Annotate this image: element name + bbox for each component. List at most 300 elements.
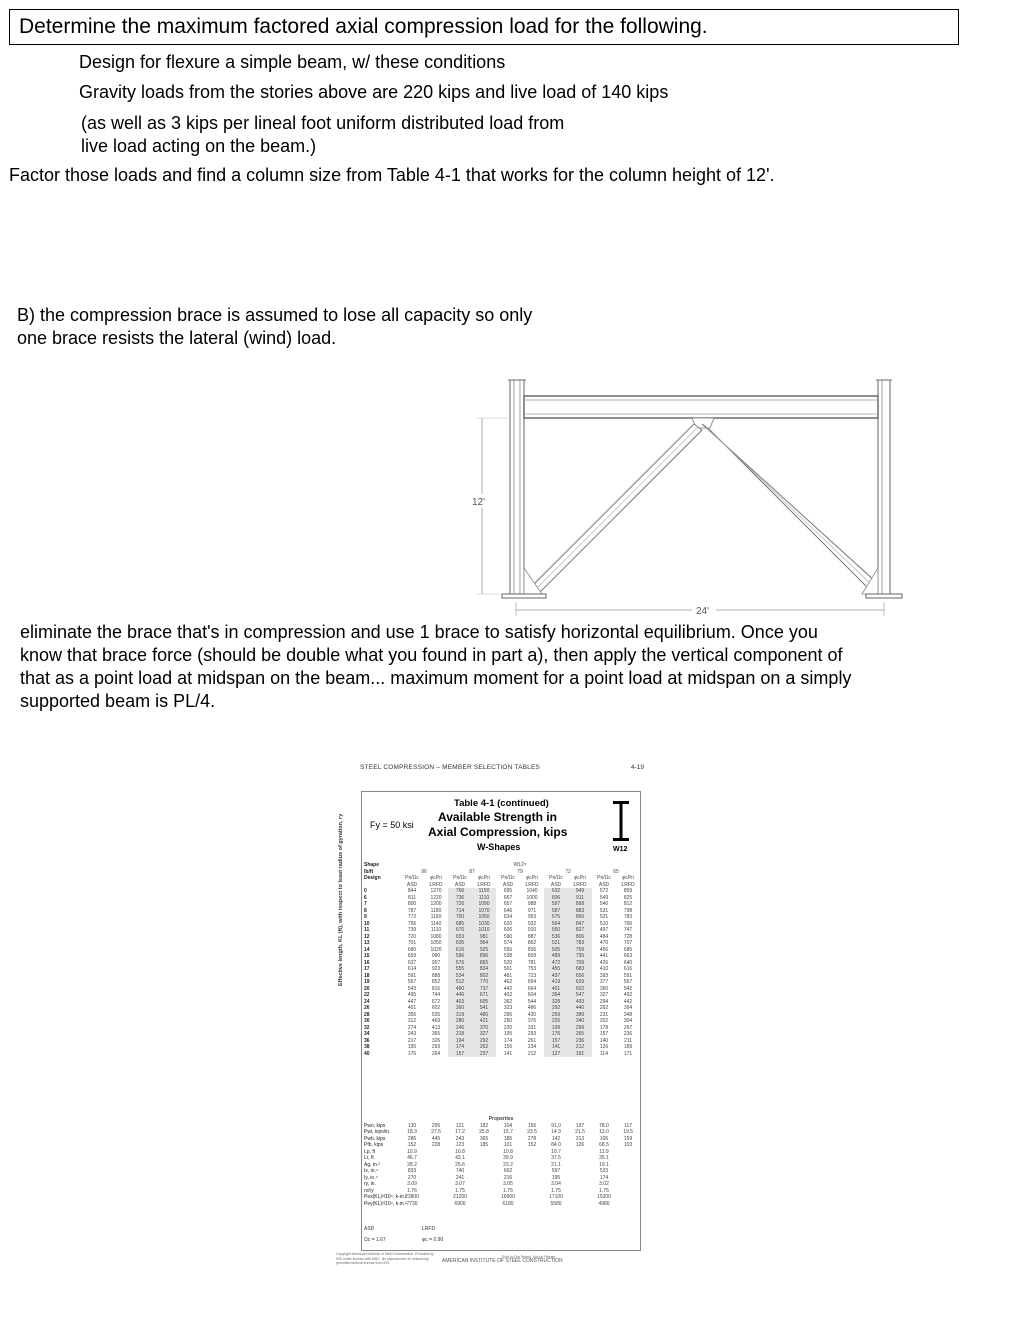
- table-cell: Pwb, kips: [364, 1135, 386, 1142]
- table-cell: 176: [544, 1031, 568, 1038]
- table-cell: 1180: [430, 907, 442, 914]
- table-cell: 866: [568, 914, 592, 921]
- table-cell: 65: [613, 868, 619, 875]
- strength-table: [362, 862, 640, 1057]
- table-cell: 3.09: [407, 1181, 417, 1188]
- table-cell: 25.6: [455, 1161, 465, 1168]
- table-cell: LRFD: [477, 881, 491, 888]
- table-cell: 1.75: [599, 1187, 609, 1194]
- table-cell: 10: [364, 920, 370, 927]
- table-cell: 182: [479, 1122, 489, 1129]
- table-cell: 616: [448, 947, 472, 954]
- problem-line-3: (as well as 3 kips per lineal foot uniform distributed load from: [81, 113, 565, 133]
- table-cell: 685: [623, 946, 633, 953]
- table-cell: LRFD: [621, 881, 635, 888]
- table-cell: 264: [431, 1050, 441, 1057]
- table-caption-title-1: Available Strength in: [438, 810, 557, 824]
- table-cell: 446: [448, 992, 472, 999]
- table-cell: 103: [623, 1142, 633, 1149]
- table-cell: 505: [544, 947, 568, 954]
- table-cell: 766: [448, 888, 472, 895]
- table-cell: 680: [407, 946, 417, 953]
- table-cell: 15300: [597, 1194, 611, 1201]
- table-cell: 739: [407, 927, 417, 934]
- table-cell: 293: [431, 1044, 441, 1051]
- table-cell: 493: [568, 999, 592, 1006]
- table-cell: 456: [599, 946, 609, 953]
- table-cell: 292: [544, 1005, 568, 1012]
- table-cell: 1140: [430, 920, 442, 927]
- table-cell: 270: [407, 1174, 417, 1181]
- table-cell: 662: [503, 1168, 513, 1175]
- table-publisher: AMERICAN INSTITUTE OF STEEL CONSTRUCTION: [442, 1258, 563, 1264]
- table-cell: Pn/Ωc: [453, 875, 467, 882]
- table-cell: 157: [544, 1038, 568, 1045]
- table-cell: 1020: [430, 946, 442, 953]
- table-cell: 1270: [430, 888, 442, 895]
- table-cell: 79: [517, 868, 523, 875]
- table-cell: 462: [503, 979, 513, 986]
- table-cell: 195: [551, 1174, 561, 1181]
- table-cell: 43.1: [455, 1155, 465, 1162]
- table-cell: 640: [623, 959, 633, 966]
- table-cell: 114: [600, 1050, 608, 1057]
- table-cell: 18: [364, 972, 370, 979]
- table-cell: 632: [544, 888, 568, 895]
- table-cell: 21.1: [551, 1161, 561, 1168]
- table-cell: 910: [527, 927, 537, 934]
- table-cell: 243: [407, 1031, 417, 1038]
- table-cell: 194: [448, 1038, 472, 1045]
- table-cell: [472, 1201, 496, 1208]
- table-cell: 17.2: [455, 1129, 465, 1136]
- table-cell: 437: [544, 973, 568, 980]
- table-shape-family: W12: [613, 846, 628, 853]
- table-cell: 23.2: [503, 1161, 513, 1168]
- table-cell: 340: [568, 1018, 592, 1025]
- table-cell: 20: [364, 985, 370, 992]
- table-cell: 292: [472, 1038, 496, 1045]
- table-cell: Pwi, kips/in.: [364, 1129, 391, 1136]
- table-cell: 949: [568, 888, 592, 895]
- explanation-line-2: know that brace force (should be double what you found in part a), then apply the vertical component of: [20, 645, 843, 665]
- problem-line-5: Factor those loads and find a column size from Table 4-1 that works for the column height of 12'.: [9, 165, 775, 185]
- table-cell: 536: [544, 934, 568, 941]
- table-cell: 521: [599, 914, 609, 921]
- table-cell: 656: [568, 973, 592, 980]
- table-cell: lb/ft: [364, 868, 374, 875]
- table-cell: φcPn: [478, 875, 490, 882]
- table-cell: Pey(KL)²/10⁴, k-in.²: [364, 1200, 407, 1207]
- table-cell: 141: [544, 1044, 568, 1051]
- table-cell: Ix, in.⁴: [364, 1168, 379, 1175]
- asd-footer-label: ASD: [364, 1226, 375, 1232]
- table-cell: 121: [455, 1122, 465, 1129]
- table-cell: 159: [623, 1135, 633, 1142]
- table-cell: 833: [407, 1168, 417, 1175]
- table-cell: 766: [623, 920, 633, 927]
- table-cell: 21200: [453, 1194, 467, 1201]
- table-cell: 389: [568, 1012, 592, 1019]
- table-cell: 816: [431, 985, 441, 992]
- table-cell: 9: [364, 914, 367, 921]
- table-cell: 96: [421, 868, 427, 875]
- table-cell: 781: [527, 959, 537, 966]
- table-cell: 331: [527, 1024, 537, 1031]
- table-cell: Pn/Ωc: [405, 875, 419, 882]
- table-cell: 541: [472, 1005, 496, 1012]
- table-cell: 101: [503, 1142, 513, 1149]
- table-cell: 883: [568, 908, 592, 915]
- braced-frame-figure: [470, 372, 900, 622]
- table-cell: 596: [448, 953, 472, 960]
- table-cell: 178: [599, 1024, 609, 1031]
- table-cell: LRFD: [525, 881, 539, 888]
- table-cell: 572: [599, 888, 609, 895]
- table-cell: 606: [544, 895, 568, 902]
- table-cell: 455: [544, 966, 568, 973]
- table-cell: 152: [407, 1142, 417, 1149]
- table-cell: 480: [472, 1012, 496, 1019]
- table-cell: 394: [623, 1005, 633, 1012]
- table-cell: 377: [599, 979, 609, 986]
- table-cell: 212: [527, 1050, 537, 1057]
- table-cell: 747: [623, 927, 633, 934]
- table-cell: 206: [431, 1122, 441, 1129]
- table-cell: 1050: [472, 914, 496, 921]
- table-page-number: 4-19: [630, 764, 644, 771]
- table-caption-continued: Table 4-1 (continued): [454, 798, 549, 809]
- table-cell: 714: [448, 908, 472, 915]
- table-cell: 185: [479, 1142, 489, 1149]
- table-cell: 635: [448, 940, 472, 947]
- table-cell: 25.8: [479, 1129, 489, 1136]
- table-cell: 534: [448, 973, 472, 980]
- table-cell: 1050: [430, 940, 442, 947]
- table-cell: 236: [623, 1031, 633, 1038]
- table-cell: 267: [623, 1024, 633, 1031]
- table-cell: φcPn: [622, 875, 634, 882]
- table-cell: Lr, ft: [364, 1155, 374, 1162]
- table-cell: 37.5: [551, 1155, 561, 1162]
- aisc-table-page: [336, 756, 650, 1270]
- table-cell: 72: [565, 868, 571, 875]
- table-cell: 327: [472, 1031, 496, 1038]
- table-cell: 304: [623, 1018, 633, 1025]
- table-cell: 954: [472, 940, 496, 947]
- table-cell: 3.05: [503, 1181, 513, 1188]
- table-cell: Pn/Ωc: [597, 875, 611, 882]
- table-cell: W12×: [513, 862, 527, 869]
- table-cell: 442: [623, 998, 633, 1005]
- table-cell: 783: [623, 914, 633, 921]
- table-cell: 234: [527, 1044, 537, 1051]
- table-cell: 10.8: [503, 1148, 513, 1155]
- table-cell: 262: [472, 1044, 496, 1051]
- table-cell: 847: [568, 921, 592, 928]
- table-cell: [568, 1201, 592, 1208]
- table-cell: 512: [448, 979, 472, 986]
- table-cell: 1110: [472, 895, 496, 902]
- table-cell: 362: [503, 998, 513, 1005]
- table-cell: 356: [407, 1011, 417, 1018]
- table-cell: 213: [575, 1135, 585, 1142]
- table-cell: 141: [503, 1050, 513, 1057]
- table-cell: 834: [472, 966, 496, 973]
- table-cell: 556: [503, 946, 513, 953]
- w-shape-icon: [612, 800, 630, 842]
- table-cell: 591: [407, 972, 417, 979]
- table-cell: 14.3: [551, 1129, 561, 1136]
- table-cell: 36: [364, 1037, 370, 1044]
- table-cell: 106: [599, 1135, 609, 1142]
- table-cell: 32: [364, 1024, 370, 1031]
- table-cell: 470: [599, 940, 609, 947]
- table-cell: 670: [448, 927, 472, 934]
- table-cell: 265: [568, 1031, 592, 1038]
- table-cell: 299: [568, 1025, 592, 1032]
- table-cell: 510: [599, 920, 609, 927]
- table-cell: 4980: [598, 1200, 610, 1207]
- table-cell: 195: [503, 1031, 513, 1038]
- lrfd-footer-label: LRFD: [422, 1226, 436, 1232]
- table-cell: 212: [568, 1044, 592, 1051]
- table-cell: 430: [527, 1011, 537, 1018]
- table-cell: 574: [503, 940, 513, 947]
- table-cell: 923: [431, 966, 441, 973]
- table-cell: 3.07: [455, 1181, 465, 1188]
- table-cell: 226: [544, 1018, 568, 1025]
- table-cell: 925: [472, 947, 496, 954]
- table-cell: 140: [599, 1037, 609, 1044]
- table-cell: 800: [407, 901, 417, 908]
- table-cell: 634: [503, 914, 513, 921]
- table-cell: Pwo, kips: [364, 1122, 386, 1129]
- table-cell: 844: [407, 888, 417, 895]
- table-cell: φcPn: [526, 875, 538, 882]
- table-cell: 174: [503, 1037, 513, 1044]
- table-cell: 587: [544, 908, 568, 915]
- table-cell: 11.9: [599, 1148, 609, 1155]
- table-cell: 442: [503, 985, 513, 992]
- table-cell: 492: [623, 992, 633, 999]
- table-cell: 667: [503, 894, 513, 901]
- table-cell: 971: [527, 907, 537, 914]
- table-cell: 28.2: [407, 1161, 417, 1168]
- table-cell: 426: [599, 959, 609, 966]
- table-caption-shapes: W-Shapes: [477, 842, 521, 852]
- table-cell: 481: [503, 972, 513, 979]
- omega-value: Ωc = 1.67: [364, 1237, 386, 1243]
- table-cell: 1090: [472, 901, 496, 908]
- table-cell: Shape: [364, 862, 380, 869]
- table-cell: 328: [544, 999, 568, 1006]
- table-cell: 286: [407, 1135, 417, 1142]
- table-cell: 555: [448, 966, 472, 973]
- table-cell: 605: [472, 999, 496, 1006]
- table-cell: 12: [364, 933, 370, 940]
- table-cell: 657: [503, 901, 513, 908]
- table-cell: 671: [472, 992, 496, 999]
- table-cell: 293: [527, 1031, 537, 1038]
- table-cell: 1010: [472, 927, 496, 934]
- table-cell: 544: [527, 998, 537, 1005]
- table-cell: 1.75: [455, 1187, 465, 1194]
- table-cell: 783: [568, 940, 592, 947]
- table-cell: 259: [544, 1012, 568, 1019]
- table-cell: 576: [448, 960, 472, 967]
- table-cell: 26: [364, 1005, 370, 1012]
- table-cell: 401: [544, 986, 568, 993]
- table-cell: 294: [599, 998, 609, 1005]
- table-cell: [424, 1201, 448, 1208]
- table-cell: 1200: [430, 901, 442, 908]
- table-cell: 798: [623, 907, 633, 914]
- table-cell: 694: [527, 979, 537, 986]
- table-cell: 348: [623, 1011, 633, 1018]
- table-cell: 237: [472, 1051, 496, 1058]
- table-cell: 280: [448, 1018, 472, 1025]
- properties-table: [362, 1116, 640, 1207]
- table-cell: 720: [407, 933, 417, 940]
- table-cell: 403: [448, 999, 472, 1006]
- table-cell: 1.75: [551, 1187, 561, 1194]
- table-cell: 576: [544, 914, 568, 921]
- table-cell: 1040: [526, 888, 538, 895]
- table-cell: 78.0: [599, 1122, 609, 1129]
- table-cell: 602: [431, 1005, 441, 1012]
- problem-line-2: Gravity loads from the stories above are 220 kips and live load of 140 kips: [79, 82, 669, 102]
- table-cell: 862: [527, 940, 537, 947]
- table-cell: 723: [527, 972, 537, 979]
- table-cell: 501: [503, 966, 513, 973]
- table-cell: 637: [407, 959, 417, 966]
- table-cell: [616, 1201, 640, 1208]
- table-cell: 220: [503, 1024, 513, 1031]
- table-cell: 157: [448, 1051, 472, 1058]
- table-cell: 216: [503, 1174, 513, 1181]
- table-cell: 38: [364, 1044, 370, 1051]
- table-cell: 19.5: [623, 1129, 633, 1136]
- table-cell: 543: [407, 985, 417, 992]
- table-cell: 700: [448, 914, 472, 921]
- table-cell: 156: [503, 1044, 513, 1051]
- table-cell: 250: [503, 1018, 513, 1025]
- table-cell: Pex(KL)²/10⁴, k-in.²: [364, 1194, 407, 1201]
- table-cell: Pfb, kips: [364, 1142, 384, 1149]
- table-cell: 401: [407, 1005, 417, 1012]
- table-cell: 695: [503, 888, 513, 895]
- table-cell: 421: [472, 1018, 496, 1025]
- table-cell: 709: [568, 960, 592, 967]
- table-cell: 1150: [472, 888, 496, 895]
- table-cell: 531: [599, 907, 609, 914]
- table-cell: 620: [503, 920, 513, 927]
- table-cell: 370: [472, 1025, 496, 1032]
- table-cell: 30: [364, 1018, 370, 1025]
- table-cell: 911: [568, 895, 592, 902]
- table-cell: 6900: [454, 1200, 466, 1207]
- table-cell: 6: [364, 894, 367, 901]
- table-cell: 809: [527, 953, 537, 960]
- table-cell: 137: [575, 1122, 585, 1129]
- problem-line-1: Design for flexure a simple beam, w/ these conditions: [79, 52, 506, 72]
- table-cell: 174: [599, 1174, 609, 1181]
- table-cell: 988: [527, 901, 537, 908]
- table-cell: 35.1: [599, 1155, 609, 1162]
- table-cell: 486: [527, 1005, 537, 1012]
- table-cell: 18900: [501, 1194, 515, 1201]
- table-cell: 156: [527, 1122, 537, 1129]
- table-page-header: STEEL COMPRESSION – MEMBER SELECTION TABLES: [360, 764, 541, 771]
- table-cell: 185: [503, 1135, 513, 1142]
- table-cell: 806: [568, 934, 592, 941]
- table-cell: 538: [503, 953, 513, 960]
- table-cell: φcPn: [430, 875, 442, 882]
- table-cell: 953: [527, 914, 537, 921]
- table-cell: 597: [551, 1168, 561, 1175]
- table-cell: 16: [364, 959, 370, 966]
- table-cell: 736: [448, 895, 472, 902]
- table-cell: 629: [568, 979, 592, 986]
- explanation-line-1: eliminate the brace that's in compression and use 1 brace to satisfy horizontal equilibrium. Once you: [20, 622, 818, 642]
- table-cell: LRFD: [573, 881, 587, 888]
- table-cell: 484: [599, 933, 609, 940]
- table-cell: 888: [431, 972, 441, 979]
- table-cell: 199: [544, 1025, 568, 1032]
- table-cell: Properties: [488, 1116, 514, 1123]
- table-cell: 932: [527, 920, 537, 927]
- table-cell: 246: [448, 1025, 472, 1032]
- table-cell: 127: [544, 1051, 568, 1058]
- table-cell: 740: [455, 1168, 465, 1175]
- table-cell: 533: [599, 1168, 609, 1175]
- table-cell: 859: [623, 888, 633, 895]
- table-cell: 1080: [430, 933, 442, 940]
- table-cell: 312: [407, 1018, 417, 1025]
- table-cell: 126: [575, 1142, 585, 1149]
- table-cell: 495: [407, 992, 417, 999]
- table-cell: 23.5: [527, 1129, 537, 1136]
- table-cell: 217: [407, 1037, 417, 1044]
- table-cell: 3.02: [599, 1181, 609, 1188]
- table-cell: 7: [364, 901, 367, 908]
- table-cell: 326: [431, 1037, 441, 1044]
- table-cell: 18.3: [407, 1129, 417, 1136]
- table-cell: rx/ry: [364, 1187, 374, 1194]
- table-cell: Pn/Ωc: [501, 875, 515, 882]
- problem-title: Determine the maximum factored axial compression load for the following.: [9, 9, 959, 45]
- table-cell: 68.5: [599, 1142, 609, 1149]
- table-cell: 360: [599, 985, 609, 992]
- table-cell: 191: [568, 1051, 592, 1058]
- table-cell: 701: [407, 940, 417, 947]
- table-cell: 8: [364, 907, 367, 914]
- table-cell: 672: [431, 998, 441, 1005]
- table-cell: 278: [527, 1135, 537, 1142]
- table-cell: 174: [448, 1044, 472, 1051]
- table-cell: 567: [407, 979, 417, 986]
- table-cell: 274: [407, 1024, 417, 1031]
- table-cell: 564: [544, 921, 568, 928]
- table-cell: 7730: [406, 1200, 418, 1207]
- table-cell: 898: [568, 901, 592, 908]
- table-cell: 521: [544, 940, 568, 947]
- table-cell: 472: [544, 960, 568, 967]
- table-cell: 865: [472, 960, 496, 967]
- table-cell: 13.0: [599, 1129, 609, 1136]
- table-cell: 157: [599, 1031, 609, 1038]
